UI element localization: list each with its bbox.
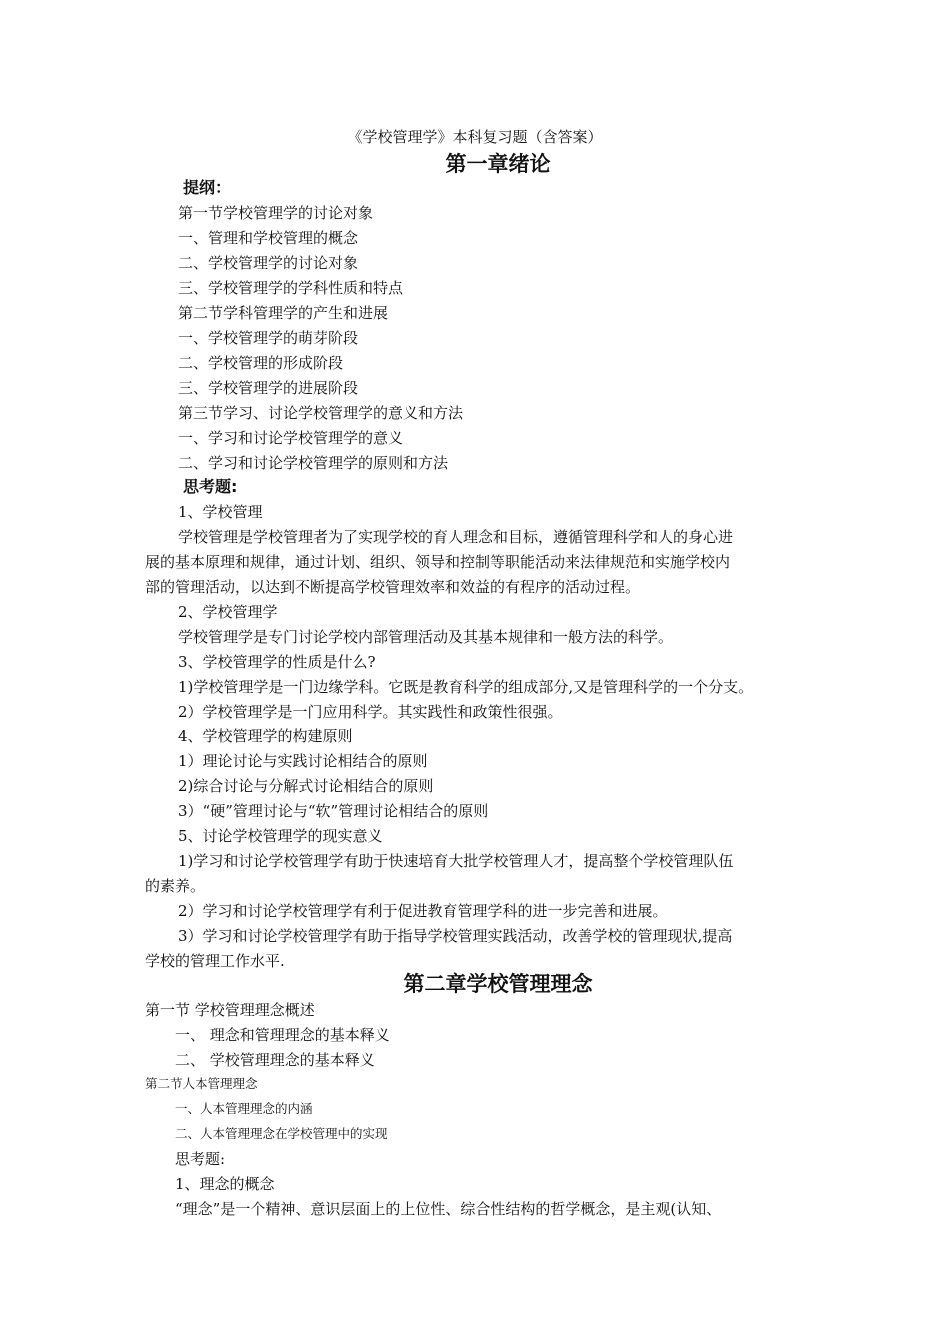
- chapter-2-heading: 第二章学校管理理念: [403, 972, 593, 996]
- answer-line: 3）“硬”管理讨论与“软”管理讨论相结合的原则: [178, 802, 489, 820]
- section-item: 一、 理念和管理理念的基本释义: [175, 1026, 390, 1044]
- section-item: 一、人本管理理念的内涵: [175, 1101, 313, 1116]
- document-title: 《学校管理学》本科复习题（含答案）: [347, 128, 603, 146]
- outline-item: 二、学校管理的形成阶段: [178, 354, 344, 372]
- outline-item: 二、学习和讨论学校管理学的原则和方法: [178, 454, 449, 472]
- paragraph-line: 部的管理活动，以达到不断提高学校管理效率和效益的有程序的活动过程。: [145, 578, 641, 596]
- answer-line: 的素养。: [145, 877, 206, 895]
- question-title: 4、学校管理学的构建原则: [178, 727, 353, 745]
- answer-line: 1)学校管理学是一门边缘学科。它既是教育科学的组成部分,又是管理科学的一个分支。: [178, 678, 754, 696]
- questions-label: 思考题:: [183, 477, 238, 496]
- section-item: 二、人本管理理念在学校管理中的实现: [175, 1126, 388, 1141]
- outline-item: 三、学校管理学的进展阶段: [178, 379, 359, 397]
- answer-line: 2)综合讨论与分解式讨论相结合的原则: [178, 777, 434, 795]
- question-title: 1、学校管理: [178, 503, 263, 521]
- outline-item: 第一节学校管理学的讨论对象: [178, 204, 374, 222]
- outline-item: 一、学习和讨论学校管理学的意义: [178, 429, 404, 447]
- answer-line: 学校的管理工作水平.: [145, 952, 285, 970]
- question-title: 5、讨论学校管理学的现实意义: [178, 827, 383, 845]
- outline-label: 提纲：: [183, 178, 232, 197]
- outline-item: 一、管理和学校管理的概念: [178, 229, 359, 247]
- answer-line: 2）学习和讨论学校管理学有利于促进教育管理学科的进一步完善和进展。: [178, 902, 668, 920]
- questions-label: 思考题:: [175, 1150, 226, 1168]
- paragraph-line: 学校管理是学校管理者为了实现学校的育人理念和目标，遵循管理科学和人的身心进: [178, 528, 734, 546]
- paragraph-line: “理念”是一个精神、意识层面上的上位性、综合性结构的哲学概念，是主观(认知、: [175, 1200, 722, 1218]
- paragraph-line: 学校管理学是专门讨论学校内部管理活动及其基本规律和一般方法的科学。: [178, 628, 674, 646]
- outline-item: 一、学校管理学的萌芽阶段: [178, 329, 359, 347]
- question-title: 1、理念的概念: [175, 1175, 275, 1193]
- question-title: 2、学校管理学: [178, 603, 278, 621]
- answer-line: 2）学校管理学是一门应用科学。其实践性和政策性很强。: [178, 703, 563, 721]
- question-title: 3、学校管理学的性质是什么?: [178, 653, 376, 671]
- section-heading: 第一节 学校管理理念概述: [145, 1001, 315, 1019]
- section-item: 二、 学校管理理念的基本释义: [175, 1051, 375, 1069]
- outline-item: 第三节学习、讨论学校管理学的意义和方法: [178, 404, 464, 422]
- answer-line: 1）理论讨论与实践讨论相结合的原则: [178, 752, 428, 770]
- answer-line: 1)学习和讨论学校管理学有助于快速培育大批学校管理人才，提高整个学校管理队伍: [178, 852, 734, 870]
- paragraph-line: 展的基本原理和规律，通过计划、组织、领导和控制等职能活动来法律规范和实施学校内: [145, 553, 731, 571]
- answer-line: 3）学习和讨论学校管理学有助于指导学校管理实践活动，改善学校的管理现状,提高: [178, 927, 733, 945]
- outline-item: 二、学校管理学的讨论对象: [178, 254, 359, 272]
- chapter-1-heading: 第一章绪论: [445, 152, 551, 176]
- outline-item: 第二节学科管理学的产生和进展: [178, 304, 389, 322]
- section-heading: 第二节人本管理理念: [145, 1076, 258, 1091]
- outline-item: 三、学校管理学的学科性质和特点: [178, 279, 404, 297]
